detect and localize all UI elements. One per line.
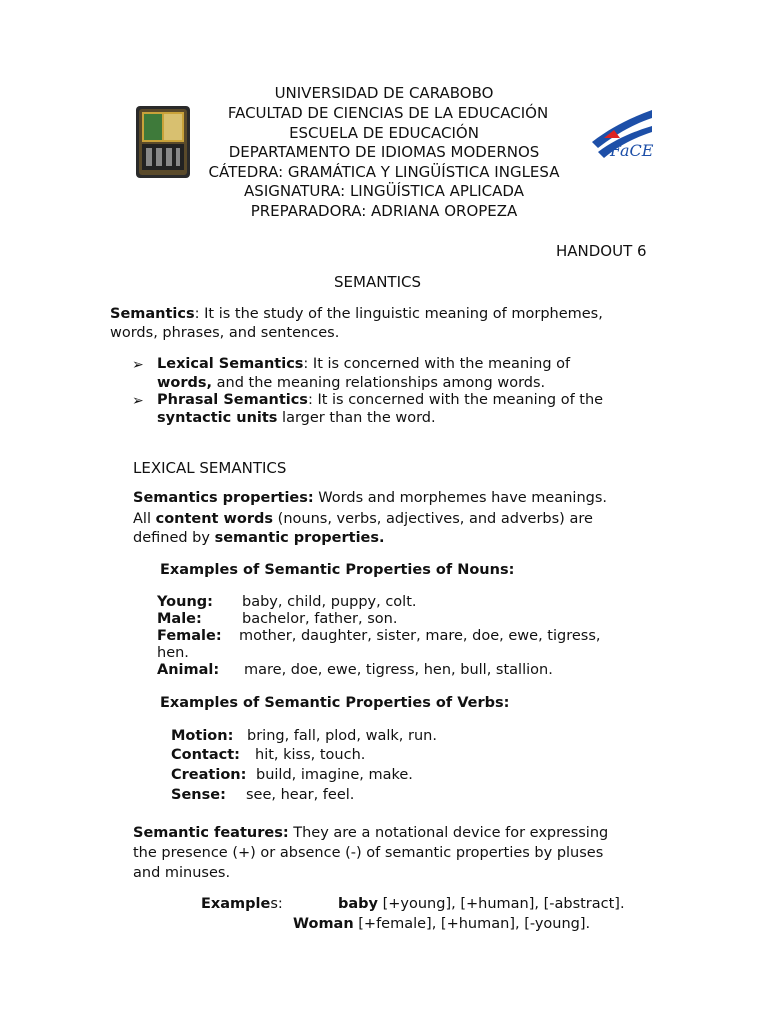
properties-line-3: defined by semantic properties. — [133, 530, 385, 546]
properties-line-2: All content words (nouns, verbs, adjectives, and adverbs) are — [133, 511, 593, 527]
verb-label-contact: Contact: — [171, 747, 240, 763]
verb-label-sense: Sense: — [171, 787, 226, 803]
verb-examples-motion: bring, fall, plod, walk, run. — [247, 728, 437, 744]
noun-label-animal: Animal: — [157, 662, 220, 678]
bullet-arrow-icon: ➢ — [132, 393, 144, 409]
noun-examples-female: mother, daughter, sister, mare, doe, ewe, tigress, — [239, 628, 601, 644]
noun-label-female: Female: — [157, 628, 222, 644]
verb-label-motion: Motion: — [171, 728, 234, 744]
verb-examples-sense: see, hear, feel. — [246, 787, 355, 803]
bullet-phrasal-line-1: Phrasal Semantics: It is concerned with the meaning of the — [157, 392, 604, 408]
properties-line-1: Semantics properties: Words and morphemes have meanings. — [133, 490, 608, 506]
handout-number: HANDOUT 6 — [556, 242, 647, 260]
noun-examples-female-cont: hen. — [157, 645, 189, 661]
bullet-lexical-line-2: words, and the meaning relationships among words. — [157, 375, 546, 391]
verbs-heading: Examples of Semantic Properties of Verbs: — [160, 695, 510, 711]
noun-label-young: Young: — [157, 594, 213, 610]
header-chair: CÁTEDRA: GRAMÁTICA Y LINGÜÍSTICA INGLESA — [208, 163, 560, 181]
example-woman: Woman [+female], [+human], [-young]. — [293, 916, 591, 932]
bullet-lexical-line-1: Lexical Semantics: It is concerned with the meaning of — [157, 356, 571, 372]
noun-label-male: Male: — [157, 611, 202, 627]
header-subject: ASIGNATURA: LINGÜÍSTICA APLICADA — [244, 182, 524, 200]
nouns-heading: Examples of Semantic Properties of Nouns: — [160, 562, 515, 578]
header-university: UNIVERSIDAD DE CARABOBO — [274, 84, 494, 102]
verb-examples-creation: build, imagine, make. — [256, 767, 413, 783]
noun-examples-male: bachelor, father, son. — [242, 611, 398, 627]
header-department: DEPARTAMENTO DE IDIOMAS MODERNOS — [228, 143, 540, 161]
svg-text:FaCE: FaCE — [610, 141, 654, 160]
verb-examples-contact: hit, kiss, touch. — [255, 747, 366, 763]
bullet-arrow-icon: ➢ — [132, 357, 144, 373]
features-line-2: the presence (+) or absence (-) of semantic properties by pluses — [133, 845, 604, 861]
header-preparer: PREPARADORA: ADRIANA OROPEZA — [250, 202, 518, 220]
features-line-1: Semantic features: They are a notational device for expressing — [133, 825, 609, 841]
intro-line-2: words, phrases, and sentences. — [110, 325, 340, 341]
noun-examples-animal: mare, doe, ewe, tigress, hen, bull, stallion. — [244, 662, 553, 678]
example-baby: baby [+young], [+human], [-abstract]. — [338, 896, 625, 912]
intro-line-1: Semantics: It is the study of the linguistic meaning of morphemes, — [110, 306, 603, 322]
examples-label: Examples: — [201, 896, 283, 912]
page-title: SEMANTICS — [334, 273, 422, 291]
verb-label-creation: Creation: — [171, 767, 247, 783]
bullet-phrasal-line-2: syntactic units larger than the word. — [157, 410, 436, 426]
noun-examples-young: baby, child, puppy, colt. — [242, 594, 417, 610]
section-heading-lexical: LEXICAL SEMANTICS — [133, 459, 287, 477]
header-faculty: FACULTAD DE CIENCIAS DE LA EDUCACIÓN — [227, 104, 549, 122]
features-line-3: and minuses. — [133, 865, 231, 881]
header-school: ESCUELA DE EDUCACIÓN — [289, 124, 479, 142]
